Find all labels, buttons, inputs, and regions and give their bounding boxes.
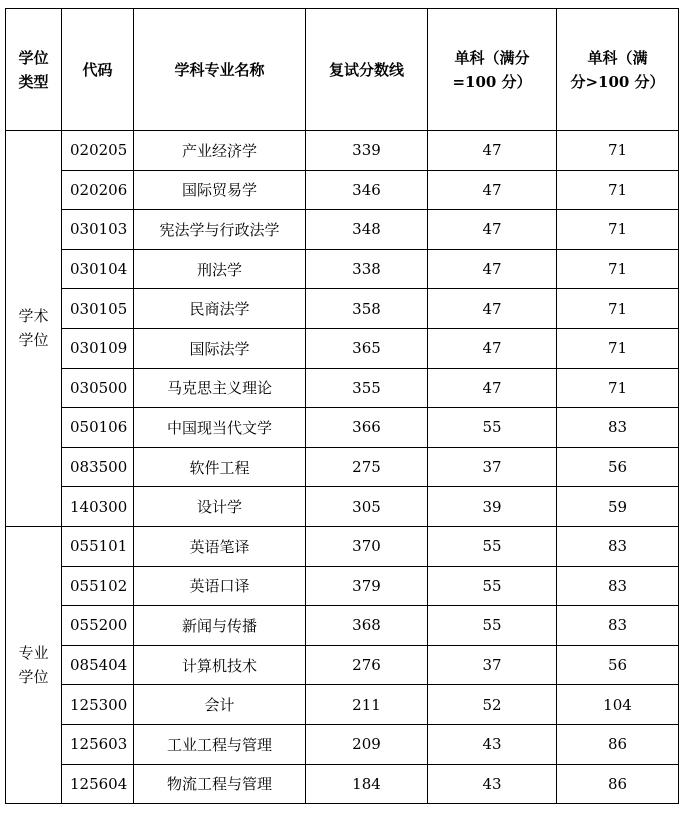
code-cell: 020205 — [62, 131, 134, 171]
major-name-cell: 民商法学 — [134, 289, 306, 329]
major-name-cell: 马克思主义理论 — [134, 368, 306, 408]
single-100-cell: 43 — [428, 764, 557, 804]
single-over-100-cell: 56 — [557, 645, 679, 685]
single-100-cell: 47 — [428, 249, 557, 289]
degree-type-label: 专业 — [18, 644, 49, 663]
single-over-100-cell: 86 — [557, 764, 679, 804]
retest-score-cell: 339 — [306, 131, 428, 171]
retest-score-cell: 348 — [306, 210, 428, 250]
degree-type-label: 学位 — [18, 331, 49, 350]
code-cell: 055102 — [62, 566, 134, 606]
code-cell: 030105 — [62, 289, 134, 329]
table-row — [6, 447, 679, 487]
single-over-100-cell: 71 — [557, 170, 679, 210]
retest-score-cell: 379 — [306, 566, 428, 606]
retest-score-cell: 275 — [306, 447, 428, 487]
retest-score-cell: 346 — [306, 170, 428, 210]
table-row — [6, 289, 679, 329]
degree-type-cell — [6, 526, 62, 803]
major-name-cell: 刑法学 — [134, 249, 306, 289]
header-major-name: 学科专业名称 — [134, 9, 306, 131]
single-100-cell: 52 — [428, 685, 557, 725]
table-row — [6, 526, 679, 566]
code-cell: 030500 — [62, 368, 134, 408]
code-cell: 030103 — [62, 210, 134, 250]
header-single-100: 单科（满分 =100 分） — [428, 9, 557, 131]
degree-type-label: 学术 — [18, 307, 49, 326]
code-cell: 030104 — [62, 249, 134, 289]
table-row — [6, 328, 679, 368]
retest-score-cell: 211 — [306, 685, 428, 725]
code-cell: 125604 — [62, 764, 134, 804]
single-over-100-cell: 86 — [557, 724, 679, 764]
header-degree-type: 学位 类型 — [6, 9, 62, 131]
table-row — [6, 645, 679, 685]
retest-score-cell: 358 — [306, 289, 428, 329]
retest-score-cell: 338 — [306, 249, 428, 289]
major-name-cell: 物流工程与管理 — [134, 764, 306, 804]
code-cell: 055101 — [62, 526, 134, 566]
major-name-cell: 软件工程 — [134, 447, 306, 487]
retest-score-cell: 209 — [306, 724, 428, 764]
header-row — [6, 9, 679, 131]
single-over-100-cell: 71 — [557, 328, 679, 368]
single-over-100-cell: 83 — [557, 408, 679, 448]
table-row — [6, 368, 679, 408]
major-name-cell: 计算机技术 — [134, 645, 306, 685]
table-row — [6, 606, 679, 646]
header-code: 代码 — [62, 9, 134, 131]
single-over-100-cell: 71 — [557, 368, 679, 408]
table-row — [6, 685, 679, 725]
degree-type-label: 学位 — [18, 668, 49, 687]
single-100-cell: 37 — [428, 645, 557, 685]
table-row — [6, 249, 679, 289]
major-name-cell: 产业经济学 — [134, 131, 306, 171]
retest-score-cell: 365 — [306, 328, 428, 368]
code-cell: 125300 — [62, 685, 134, 725]
table-row — [6, 566, 679, 606]
code-cell: 085404 — [62, 645, 134, 685]
code-cell: 050106 — [62, 408, 134, 448]
major-name-cell: 设计学 — [134, 487, 306, 527]
single-over-100-cell: 71 — [557, 131, 679, 171]
code-cell: 140300 — [62, 487, 134, 527]
single-over-100-cell: 83 — [557, 526, 679, 566]
table-row — [6, 487, 679, 527]
single-over-100-cell: 104 — [557, 685, 679, 725]
single-over-100-cell: 83 — [557, 566, 679, 606]
major-name-cell: 英语口译 — [134, 566, 306, 606]
retest-score-cell: 370 — [306, 526, 428, 566]
single-100-cell: 47 — [428, 131, 557, 171]
table-row — [6, 131, 679, 171]
major-name-cell: 会计 — [134, 685, 306, 725]
retest-score-cell: 355 — [306, 368, 428, 408]
single-100-cell: 39 — [428, 487, 557, 527]
score-table — [5, 8, 679, 804]
code-cell: 083500 — [62, 447, 134, 487]
single-100-cell: 47 — [428, 210, 557, 250]
retest-score-cell: 184 — [306, 764, 428, 804]
single-over-100-cell: 71 — [557, 249, 679, 289]
single-100-cell: 37 — [428, 447, 557, 487]
code-cell: 055200 — [62, 606, 134, 646]
single-100-cell: 55 — [428, 526, 557, 566]
code-cell: 125603 — [62, 724, 134, 764]
major-name-cell: 国际贸易学 — [134, 170, 306, 210]
major-name-cell: 新闻与传播 — [134, 606, 306, 646]
code-cell: 030109 — [62, 328, 134, 368]
degree-type-cell — [6, 131, 62, 527]
single-100-cell: 47 — [428, 289, 557, 329]
retest-score-cell: 368 — [306, 606, 428, 646]
single-over-100-cell: 71 — [557, 289, 679, 329]
single-over-100-cell: 83 — [557, 606, 679, 646]
single-100-cell: 47 — [428, 170, 557, 210]
single-100-cell: 47 — [428, 328, 557, 368]
single-100-cell: 55 — [428, 408, 557, 448]
major-name-cell: 工业工程与管理 — [134, 724, 306, 764]
table-row — [6, 210, 679, 250]
retest-score-cell: 276 — [306, 645, 428, 685]
table-row — [6, 408, 679, 448]
major-name-cell: 中国现当代文学 — [134, 408, 306, 448]
single-over-100-cell: 59 — [557, 487, 679, 527]
code-cell: 020206 — [62, 170, 134, 210]
table-row — [6, 170, 679, 210]
major-name-cell: 国际法学 — [134, 328, 306, 368]
header-retest-score: 复试分数线 — [306, 9, 428, 131]
retest-score-cell: 305 — [306, 487, 428, 527]
table-row — [6, 724, 679, 764]
single-100-cell: 47 — [428, 368, 557, 408]
single-100-cell: 43 — [428, 724, 557, 764]
header-single-over-100: 单科（满 分>100 分） — [557, 9, 679, 131]
single-over-100-cell: 71 — [557, 210, 679, 250]
single-over-100-cell: 56 — [557, 447, 679, 487]
retest-score-cell: 366 — [306, 408, 428, 448]
major-name-cell: 英语笔译 — [134, 526, 306, 566]
major-name-cell: 宪法学与行政法学 — [134, 210, 306, 250]
single-100-cell: 55 — [428, 606, 557, 646]
table-row — [6, 764, 679, 804]
single-100-cell: 55 — [428, 566, 557, 606]
